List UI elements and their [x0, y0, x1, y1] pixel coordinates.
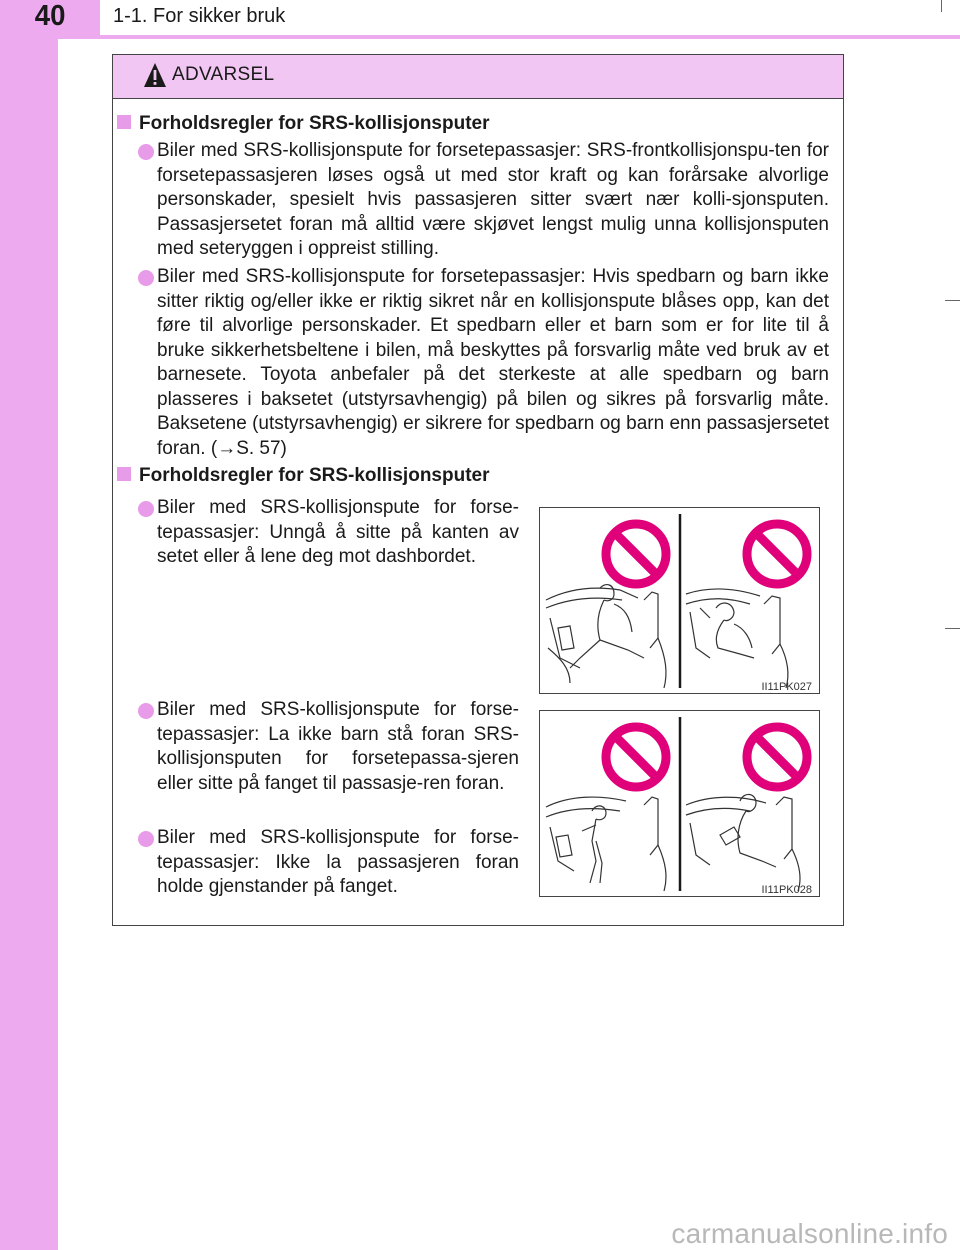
illustration-2-code: II11PK028	[761, 884, 812, 896]
illustration-child-and-objects	[539, 710, 820, 897]
illustration-2-drawing	[540, 711, 821, 898]
bullet-dot-icon	[138, 270, 154, 286]
warning-label: ADVARSEL	[172, 64, 275, 85]
illustration-1-code: II11PK027	[761, 681, 812, 693]
prohibition-icon	[606, 727, 666, 787]
prohibition-icon	[747, 727, 807, 787]
prohibition-icon	[747, 524, 807, 584]
illustration-sitting-positions	[539, 507, 820, 694]
paragraph-objects-lap: Biler med SRS-kollisjonspute for forse-tepassasjer: Ikke la passasjeren foran holde gjenstander på fanget.	[157, 827, 519, 897]
heading-square-icon	[117, 115, 131, 129]
page-number: 40	[0, 0, 100, 35]
heading-text: Forholdsregler for SRS-kollisjonsputer	[139, 465, 490, 486]
trim-mark-top	[941, 0, 942, 12]
warning-header	[113, 55, 843, 99]
header-rule	[0, 35, 960, 39]
bullet-dot-icon	[138, 501, 154, 517]
heading-square-icon	[117, 467, 131, 481]
watermark-text: carmanualsonline.info	[671, 1218, 948, 1249]
section-title: 1-1. For sikker bruk	[113, 5, 286, 27]
bullet-dot-icon	[138, 831, 154, 847]
paragraph-child-standing: Biler med SRS-kollisjonspute for forse-tepassasjer: La ikke barn stå foran SRS-kollisjonsputen for forsetepassa-sjeren eller sitte på fanget til passasje-ren foran.	[157, 699, 519, 794]
page-header	[0, 0, 960, 35]
trim-mark-upper-right	[945, 300, 960, 301]
illustration-1-drawing	[540, 508, 821, 695]
prohibition-icon	[606, 524, 666, 584]
warning-box	[112, 54, 844, 926]
side-color-strip	[0, 0, 58, 1250]
bullet-dot-icon	[138, 144, 154, 160]
bullet-dot-icon	[138, 703, 154, 719]
paragraph-airbag-force: Biler med SRS-kollisjonspute for forsetepassasjer: SRS-frontkollisjonspu-ten for forsetepassasjeren løses også ut med stor kraft og kan forårsake alvorlige personskader, spesielt hvis passasjeren sitter svært nær kolli-sjonsputen. Passasjersetet foran må alltid være skjøvet lengst mulig unna kollisjonsputen med seteryggen i oppreist stilling.	[157, 140, 829, 259]
trim-mark-lower-right	[945, 628, 960, 629]
section-heading-1	[117, 112, 490, 136]
section-heading-2	[117, 464, 490, 488]
paragraph-seat-edge: Biler med SRS-kollisjonspute for forse-tepassasjer: Unngå å sitte på kanten av setet eller å lene deg mot dashbordet.	[157, 497, 519, 567]
warning-triangle-icon	[143, 62, 167, 88]
heading-text: Forholdsregler for SRS-kollisjonsputer	[139, 113, 490, 134]
paragraph-children-safety: Biler med SRS-kollisjonspute for forsetepassasjer: Hvis spedbarn og barn ikke sitter riktig og/eller ikke er riktig sikret når en kollisjonspute blåses opp, kan det føre til alvorlige personskader. Et spedbarn eller et barn som er for lite til å bruke sikkerhetsbeltene i bilen, må beskyttes på forsvarlig måte ved bruk av et barnesete. Toyota anbefaler på det sterkeste at alle spedbarn og barn plasseres i baksetet (utstyrsavhengig) på bilen og sikres på forsvarlig måte. Baksetene (utstyrsavhengig) er sikrere for spedbarn og barn enn passasjersetet foran. (→S. 57)	[157, 266, 829, 459]
